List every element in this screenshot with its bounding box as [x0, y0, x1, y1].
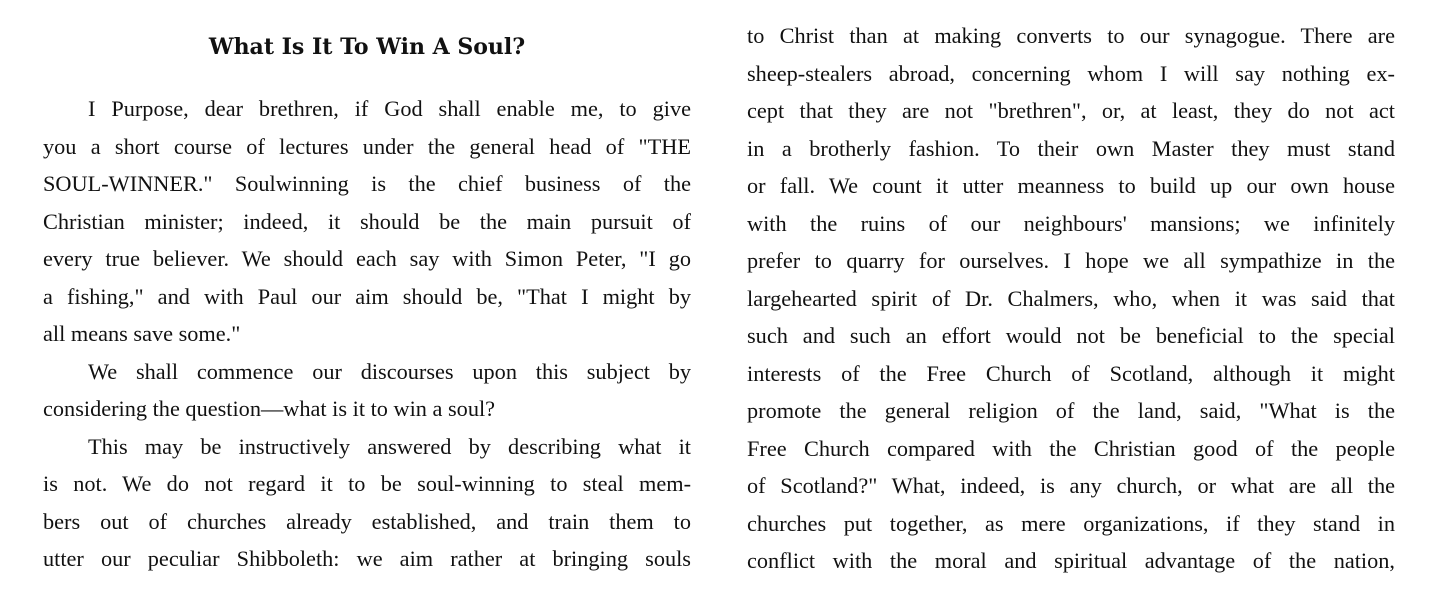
text-line: such and such an effort would not be beneficial to the special	[747, 323, 1395, 348]
left-column	[43, 0, 691, 601]
text-line: We shall commence our discourses upon this subject by	[88, 358, 691, 384]
text-line: or fall. We count it utter meanness to build up our own house	[747, 173, 1395, 198]
text-line: every true believer. We should each say with Simon Peter, "I go	[43, 246, 691, 271]
text-line: interests of the Free Church of Scotland, although it might	[747, 360, 1395, 386]
paragraph	[43, 90, 691, 353]
text-line: utter our peculiar Shibboleth: we aim rather at bringing souls	[43, 546, 691, 571]
text-line: of Scotland?" What, indeed, is any church, or what are all the	[747, 473, 1395, 498]
text-line: in a brotherly fashion. To their own Master they must stand	[747, 135, 1395, 161]
right-column	[747, 0, 1395, 601]
text-line: bers out of churches already established, and train them to	[43, 508, 691, 534]
text-line: This may be instructively answered by describing what it	[88, 433, 691, 459]
text-line: I Purpose, dear brethren, if God shall enable me, to give	[88, 96, 691, 121]
paragraph	[747, 17, 1395, 580]
text-line: with the ruins of our neighbours' mansions; we infinitely	[747, 210, 1395, 236]
text-line: conflict with the moral and spiritual advantage of the nation,	[747, 548, 1395, 573]
text-line: a fishing," and with Paul our aim should be, "That I might by	[43, 283, 691, 309]
text-line: largehearted spirit of Dr. Chalmers, who, when it was said that	[747, 285, 1395, 311]
text-line: sheep-stealers abroad, concerning whom I will say nothing ex-	[747, 60, 1395, 86]
text-line: churches put together, as mere organizations, if they stand in	[747, 510, 1395, 536]
text-line: all means save some."	[43, 321, 241, 346]
text-line: Christian minister; indeed, it should be the main pursuit of	[43, 208, 691, 234]
paragraph	[43, 428, 691, 578]
text-line: SOUL-WINNER." Soulwinning is the chief business of the	[43, 171, 691, 196]
text-line: cept that they are not "brethren", or, at least, they do not act	[747, 98, 1395, 123]
text-line: is not. We do not regard it to be soul-winning to steal mem-	[43, 471, 691, 496]
paragraph	[43, 353, 691, 428]
left-column-body	[43, 90, 691, 578]
text-line: you a short course of lectures under the general head of "THE	[43, 133, 691, 159]
right-column-body	[747, 17, 1395, 580]
text-line: promote the general religion of the land, said, "What is the	[747, 398, 1395, 423]
text-line: prefer to quarry for ourselves. I hope we all sympathize in the	[747, 248, 1395, 273]
text-line: considering the question—what is it to win a soul?	[43, 396, 496, 421]
text-line: to Christ than at making converts to our synagogue. There are	[747, 23, 1395, 48]
chapter-title: What Is It To Win A Soul?	[208, 34, 526, 60]
text-line: Free Church compared with the Christian good of the people	[747, 435, 1395, 461]
